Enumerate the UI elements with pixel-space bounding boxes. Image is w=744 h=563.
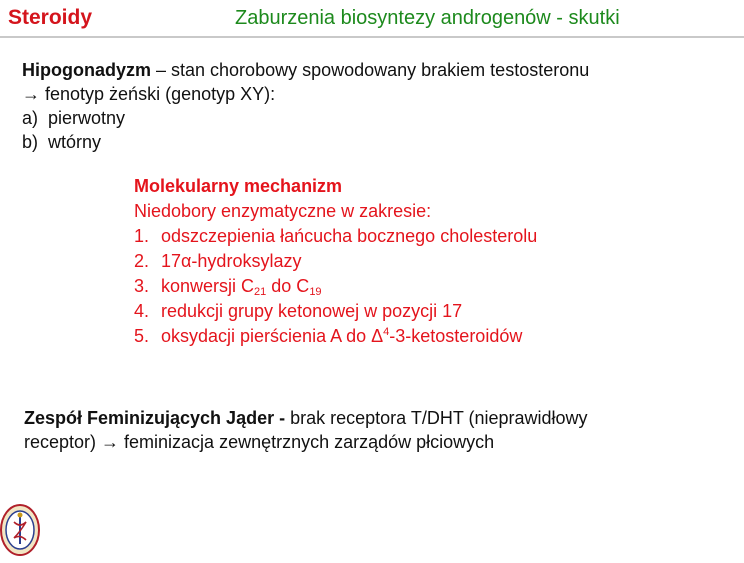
mechanism-item-number: 5. xyxy=(134,326,150,346)
slide-header xyxy=(0,0,744,36)
mechanism-item-text: 17α-hydroksylazy xyxy=(161,251,302,271)
feminization-definition xyxy=(24,406,588,430)
mechanism-item xyxy=(134,224,537,248)
mechanism-item-number: 1. xyxy=(134,226,150,246)
list-marker: a) xyxy=(22,108,39,128)
mechanism-item-text-mid: do C xyxy=(266,276,310,296)
mechanism-item-number: 2. xyxy=(134,251,150,271)
mechanism-item xyxy=(134,324,522,348)
list-item-text: wtórny xyxy=(48,132,102,152)
mechanism-intro: Niedobory enzymatyczne w zakresie: xyxy=(134,201,432,221)
list-item xyxy=(22,106,125,130)
feminization-line2: receptor) → feminizacja zewnętrznych zarządów płciowych xyxy=(24,432,495,452)
list-item xyxy=(22,130,101,154)
carbon-subscript: 19 xyxy=(309,286,322,298)
header-divider xyxy=(0,36,744,38)
university-seal-icon xyxy=(0,502,44,558)
slide-title-right: Zaburzenia biosyntezy androgenów - skutki xyxy=(235,7,620,29)
feminization-text: brak receptora T/DHT (nieprawidłowy xyxy=(285,408,588,428)
mechanism-item-text: redukcji grupy ketonowej w pozycji 17 xyxy=(161,301,463,321)
mechanism-item-text: oksydacji pierścienia A do Δ xyxy=(161,326,384,346)
mechanism-item xyxy=(134,249,301,273)
list-item-text: pierwotny xyxy=(48,108,126,128)
mechanism-item xyxy=(134,299,462,323)
phenotype-line: → fenotyp żeński (genotyp XY): xyxy=(22,84,276,104)
slide-title-left: Steroidy xyxy=(8,6,93,29)
mechanism-item-text: konwersji C xyxy=(161,276,255,296)
mechanism-item-number: 3. xyxy=(134,276,150,296)
delta-superscript: 4 xyxy=(383,326,390,338)
mechanism-item-number: 4. xyxy=(134,301,150,321)
carbon-subscript: 21 xyxy=(254,286,267,298)
mechanism-heading: Molekularny mechanizm xyxy=(134,176,343,196)
hipogonadyzm-definition-text: – stan chorobowy spowodowany brakiem testosteronu xyxy=(151,60,590,80)
mechanism-item-text-post: -3-ketosteroidów xyxy=(389,326,523,346)
hipogonadyzm-definition xyxy=(22,58,589,82)
mechanism-item-text: odszczepienia łańcucha bocznego cholesterolu xyxy=(161,226,538,246)
mechanism-item xyxy=(134,274,322,298)
feminization-term: Zespół Feminizujących Jąder - xyxy=(24,408,286,428)
hipogonadyzm-term: Hipogonadyzm xyxy=(22,60,151,80)
list-marker: b) xyxy=(22,132,39,152)
